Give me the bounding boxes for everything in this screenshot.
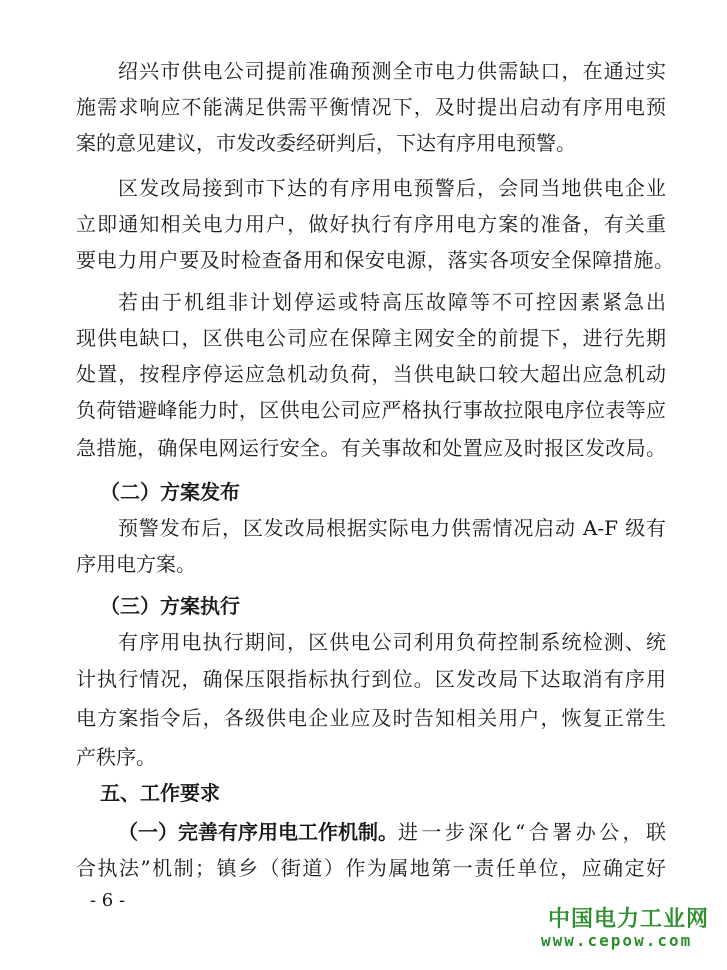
body-text-line: 序用电方案。 [76, 552, 196, 576]
body-text-line: 绍兴市供电公司提前准确预测全市电力供需缺口，在通过实 [118, 59, 666, 83]
body-text-line: 计执行情况，确保压限指标执行到位。区发改局下达取消有序用 [76, 667, 666, 691]
body-text-line [118, 820, 666, 844]
body-text-line: 要电力用户要及时检查备用和保安电源，落实各项安全保障措施。 [76, 248, 674, 272]
body-text-line: 立即通知相关电力用户，做好执行有序用电方案的准备，有关重 [76, 212, 666, 236]
watermark-url: www.cepow.com [541, 931, 693, 950]
paragraph-text: 进一步深化“合署办公，联 [398, 820, 666, 844]
paragraph-lead: （一）完善有序用电工作机制。 [118, 820, 398, 844]
page-number: - 6 - [90, 890, 126, 911]
watermark-site-name: 中国电力工业网 [548, 907, 710, 932]
body-text-line: 现供电缺口，区供电公司应在保障主网安全的前提下，进行先期 [76, 326, 666, 350]
body-text-line: 处置，按程序停运应急机动负荷，当供电缺口较大超出应急机动 [76, 362, 666, 386]
body-text-line: 案的意见建议，市发改委经研判后，下达有序用电预警。 [76, 131, 576, 155]
body-text-line: 急措施，确保电网运行安全。有关事故和处置应及时报区发改局。 [76, 436, 666, 460]
body-text-line: 电方案指令后，各级供电企业应及时告知相关用户，恢复正常生 [76, 706, 666, 730]
section-heading: 五、工作要求 [100, 781, 220, 805]
body-text-line: 区发改局接到市下达的有序用电预警后，会同当地供电企业 [118, 176, 666, 200]
section-heading: （二）方案发布 [100, 480, 240, 504]
body-text-line: 合执法”机制；镇乡（街道）作为属地第一责任单位，应确定好 [76, 856, 666, 880]
body-text-line: 负荷错避峰能力时，区供电公司应严格执行事故拉限电序位表等应 [76, 398, 666, 422]
section-heading: （三）方案执行 [100, 594, 240, 618]
body-text-line: 产秩序。 [76, 745, 156, 769]
body-text-line: 预警发布后，区发改局根据实际电力供需情况启动 A-F 级有 [118, 516, 666, 540]
body-text-line: 施需求响应不能满足供需平衡情况下，及时提出启动有序用电预 [76, 95, 666, 119]
body-text-line: 若由于机组非计划停运或特高压故障等不可控因素紧急出 [118, 290, 666, 314]
body-text-line: 有序用电执行期间，区供电公司利用负荷控制系统检测、统 [118, 630, 666, 654]
